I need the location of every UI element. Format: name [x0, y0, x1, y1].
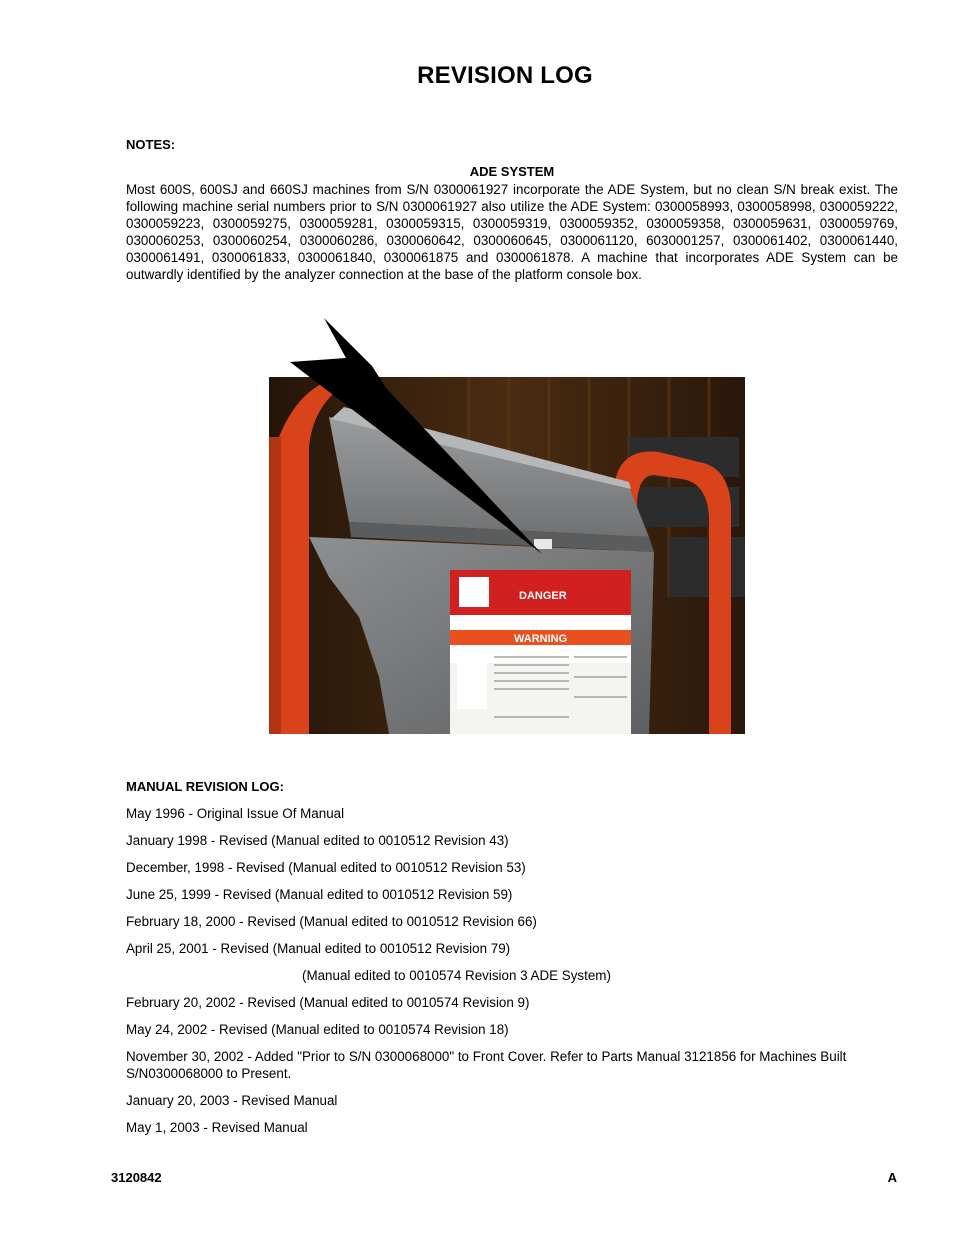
- page-title: REVISION LOG: [417, 62, 593, 89]
- revision-entry: May 24, 2002 - Revised (Manual edited to 0010574 Revision 18): [126, 1022, 509, 1037]
- revision-log-list: [126, 805, 898, 1146]
- revision-entry: December, 1998 - Revised (Manual edited to 0010512 Revision 53): [126, 860, 526, 875]
- notes-label: NOTES:: [126, 137, 176, 152]
- danger-label: DANGER: [519, 590, 567, 602]
- revision-entry: February 18, 2000 - Revised (Manual edited to 0010512 Revision 66): [126, 914, 537, 929]
- ade-system-paragraph: Most 600S, 600SJ and 660SJ machines from S/N 0300061927 incorporate the ADE System, but no clean S/N break exist. The following machine serial numbers prior to S/N 0300061927 also utilize the ADE System: 0300058993, 0300058998, 0300059222, 0300059223, 0300059275, 0300059281, 0300059315, 0300059319, 0300059352, 0300059358, 0300059631, 0300059769, 0300060253, 0300060254, 0300060286, 0300060642, 0300060645, 0300061120, 6030001257, 0300061402, 0300061440, 0300061491, 0300061833, 0300061840, 0300061875 and 0300061878. A machine that incorporates ADE System can be outwardly identified by the analyzer connection at the base of the platform console box.: [126, 182, 898, 283]
- revision-entry: January 1998 - Revised (Manual edited to 0010512 Revision 43): [126, 833, 509, 848]
- revision-entry: May 1, 2003 - Revised Manual: [126, 1120, 308, 1135]
- pointer-arrow: [286, 318, 556, 558]
- revision-entry: April 25, 2001 - Revised (Manual edited to 0010512 Revision 79): [126, 941, 511, 956]
- revision-entry: May 1996 - Original Issue Of Manual: [126, 806, 345, 821]
- manual-revision-log-label: MANUAL REVISION LOG:: [126, 779, 284, 794]
- document-number: 3120842: [111, 1170, 162, 1185]
- ade-system-heading: ADE SYSTEM: [469, 164, 555, 179]
- revision-entry: January 20, 2003 - Revised Manual: [126, 1093, 338, 1108]
- revision-entry: November 30, 2002 - Added "Prior to S/N 0300068000" to Front Cover. Refer to Parts Manual 3121856 for Machines Built S/N0300068000 to Present.: [126, 1049, 847, 1081]
- revision-entry: June 25, 1999 - Revised (Manual edited to 0010512 Revision 59): [126, 887, 513, 902]
- revision-entry: February 20, 2002 - Revised (Manual edited to 0010574 Revision 9): [126, 995, 530, 1010]
- warning-label: WARNING: [514, 633, 568, 645]
- page-revision: A: [887, 1170, 897, 1185]
- revision-entry: (Manual edited to 0010574 Revision 3 ADE System): [302, 968, 611, 983]
